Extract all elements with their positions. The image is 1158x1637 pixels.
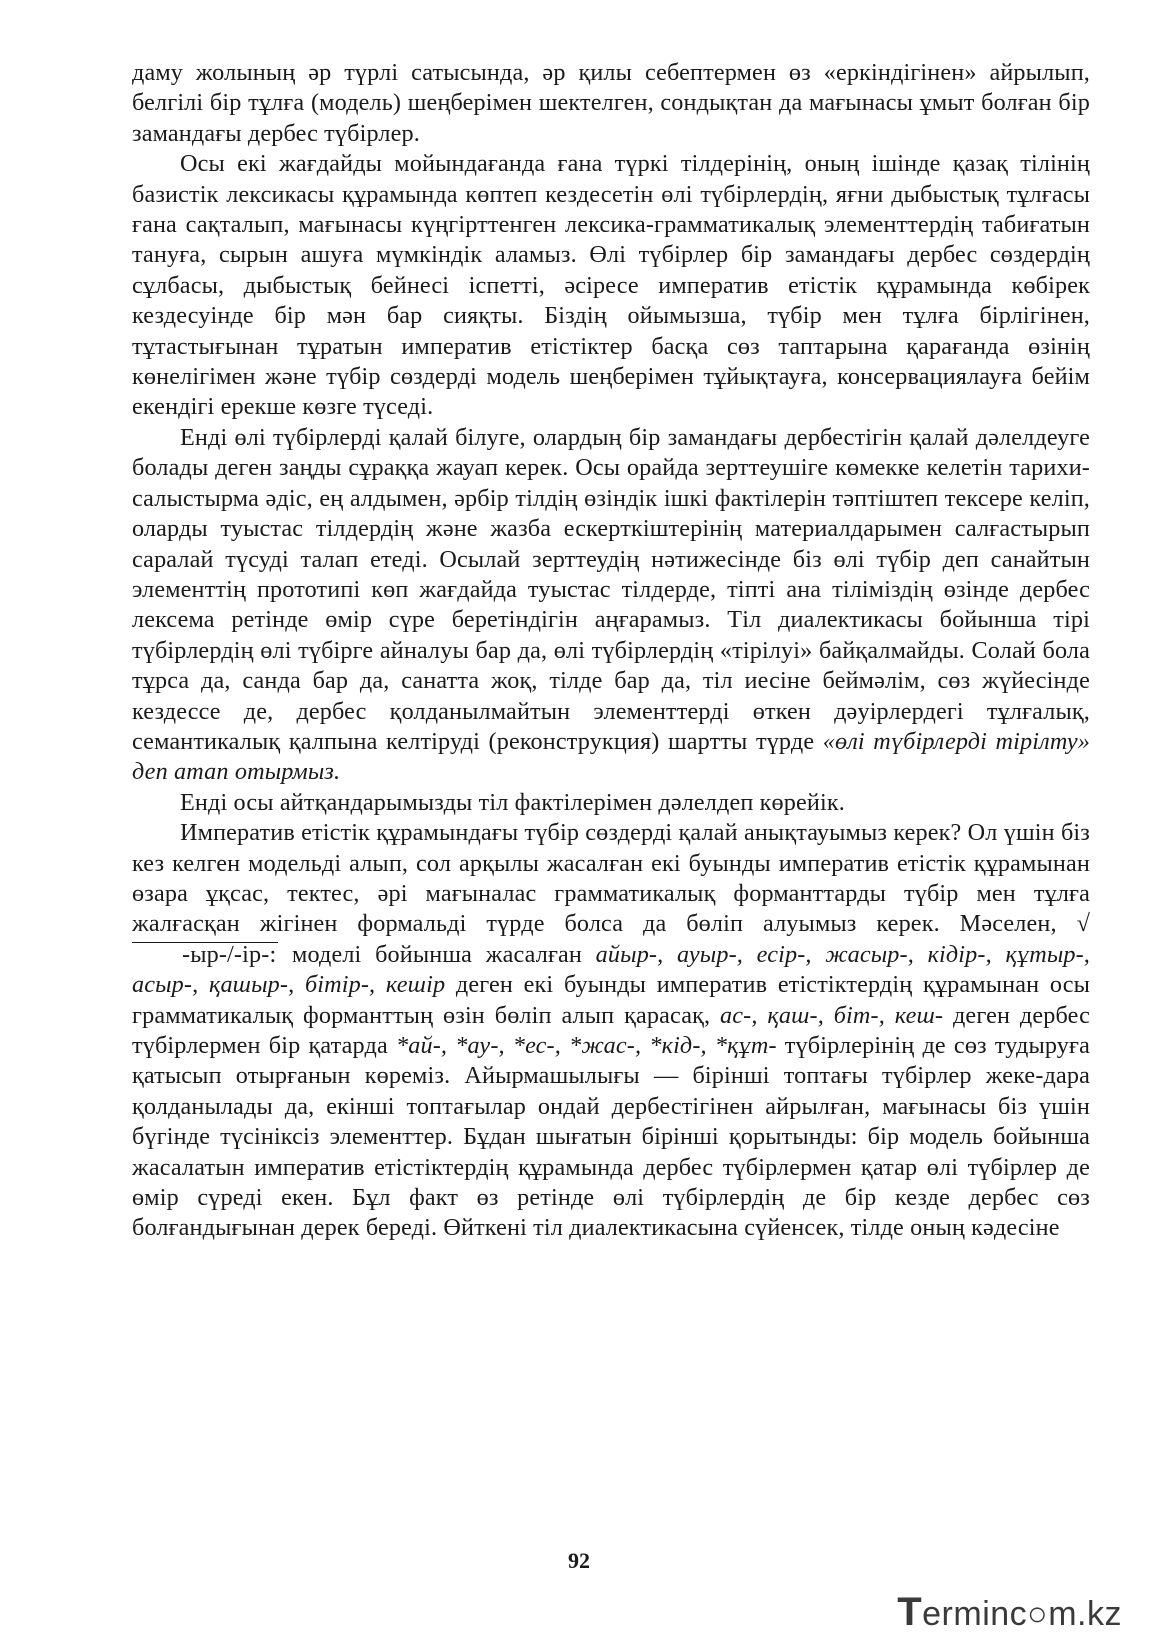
radical-formant: -ыр-/-ір-: [132,942,278,967]
paragraph-3-italic: «өлі түбірлерді тірілту» деп атап отырмыз. [132,727,1091,786]
radical-sign-icon: √ [1076,910,1090,938]
paragraph-4 [132,788,1090,818]
free-roots-list: ас-, қаш-, біт-, кеш- [720,1001,944,1029]
paragraph-5-text-c: деген екі буынды императив етістіктердің құрамынан осы грамматикалық форманттың өзін бөліп алып қарасақ, [132,971,1090,1029]
paragraph-5-text-e: түбірлерінің де сөз тудыруға қатысып отырғанын көреміз. Айырмашылығы — бірінші топтағы түбірлер жеке-дара қолданылады да, екінші топтағылар ондай дербестігінен айрылған, мағынасы біз үшін бүгінде түсініксіз элементтер. Бұдан шығатын бірінші қорытынды: бір модель бойынша жасалатын императив етістіктердің құрамында дербес түбірлермен қатар өлі түбірлер де өмір сүреді екен. Бұл факт өз ретінде өлі түбірлердің де бір кезде дербес сөз болғандығынан дерек береді. Өйткені тіл диалектикасына сүйенсек, тілде оның кәдесіне [132,1032,1091,1242]
paragraph-5-text-a: Императив етістік құрамындағы түбір сөздерді қалай анықтауымыз керек? Ол үшін біз кез келген модельді алып, сол арқылы жасалған екі буынды императив етістік құрамынан өзара ұқсас, тектес, әрі мағыналас грамматикалық форманттарды түбір мен тұлға жалғасқан жігінен формальді түрде болса да бөліп алуымыз керек. Мәселен, [132,819,1090,938]
paragraph-1 [132,58,1090,149]
paragraph-1-text: даму жолының әр түрлі сатысында, әр қилы себептермен өз «еркіндігінен» айрылып, белгілі бір тұлға (модель) шеңберімен шектелген, сондықтан да мағынасы ұмыт болған бір замандағы дербес түбірлер. [132,59,1090,147]
page-number: 92 [568,1548,590,1573]
paragraph-2 [132,149,1090,423]
paragraph-5-text-b: моделі бойынша жасалған [278,940,596,968]
watermark-text: erminc [922,1595,1028,1633]
watermark-tail: m.kz [1048,1595,1122,1633]
site-watermark [897,1590,1122,1635]
watermark-initial: T [897,1590,923,1634]
paragraph-3-text: Енді өлі түбірлерді қалай білуге, олардың бір замандағы дербестігін қалай дәлелдеуге болады деген заңды сұраққа жауап керек. Осы орайда зерттеушіге көмекке келетін тарихи-салыстырма әдіс, ең алдымен, әрбір тілдің өзіндік ішкі фактілерін тәптіштеп тексере келіп, оларды туыстас тілдердің және жазба ескерткіштерінің материалдарымен салғастырып саралай түсуді талап етеді. Осылай зерттеудің нәтижесінде біз өлі түбір деп санайтын элементтің прототипі көп жағдайда туыстас тілдерде, тіпті ана тіліміздің өзінде дербес лексема ретінде өмір сүре беретіндігін аңғарамыз. Тіл диалектикасы бойынша тірі түбірлердің өлі түбірге айналуы бар да, өлі түбірлердің «тірілуі» байқалмайды. Солай бола тұрса да, санда бар да, санатта жоқ, тілде бар да, тіл иесіне беймәлім, сөз жүйесінде кездессе де, дербес қолданылмайтын элементтерді өткен дәуірлердегі тұлғалық, семантикалық қалпына келтіруді (реконструкция) шартты түрде [132,423,1090,755]
watermark-o-icon: ○ [1027,1595,1049,1633]
paragraph-2-text: Осы екі жағдайды мойындағанда ғана түркі тілдерінің, оның ішінде қазақ тілінің базистік лексикасы құрамында көптеп кездесетін өлі түбірлердің, яғни дыбыстық тұлғасы ғана сақталып, мағынасы күңгірттенген лексика-грамматикалық элементтердің табиғатын тануға, сырын ашуға мүмкіндік аламыз. Өлі түбірлер бір замандағы дербес сөздердің сұлбасы, дыбыстық бейнесі іспетті, әсіресе императив етістік құрамында көбірек кездесуінде бір мән бар сияқты. Біздің ойымызша, түбір мен тұлға бірлігінен, тұтастығынан тұратын императив етістіктер басқа сөз таптарына қарағанда өзінің көнелігімен және түбір сөздерді модель шеңберімен тұйықтауға, консервациялауға бейім екендігі ерекше көзге түседі. [132,150,1090,421]
paragraph-5-text-d: деген дербес түбірлермен бір қатарда [132,1001,1090,1059]
dead-roots-list: *ай-, *ау-, *ес-, *жас-, *кід-, *құт- [395,1032,777,1059]
paragraph-4-text: Енді осы айтқандарымызды тіл фактілерімен дәлелдеп көрейік. [180,788,845,816]
example-verbs-list: айыр-, ауыр-, есір-, жасыр-, кідір-, құтыр-, асыр-, қашыр-, бітір-, кешір [132,940,1090,999]
paragraph-5 [132,818,1090,1244]
page-body [132,58,1090,1244]
paragraph-3 [132,423,1090,788]
